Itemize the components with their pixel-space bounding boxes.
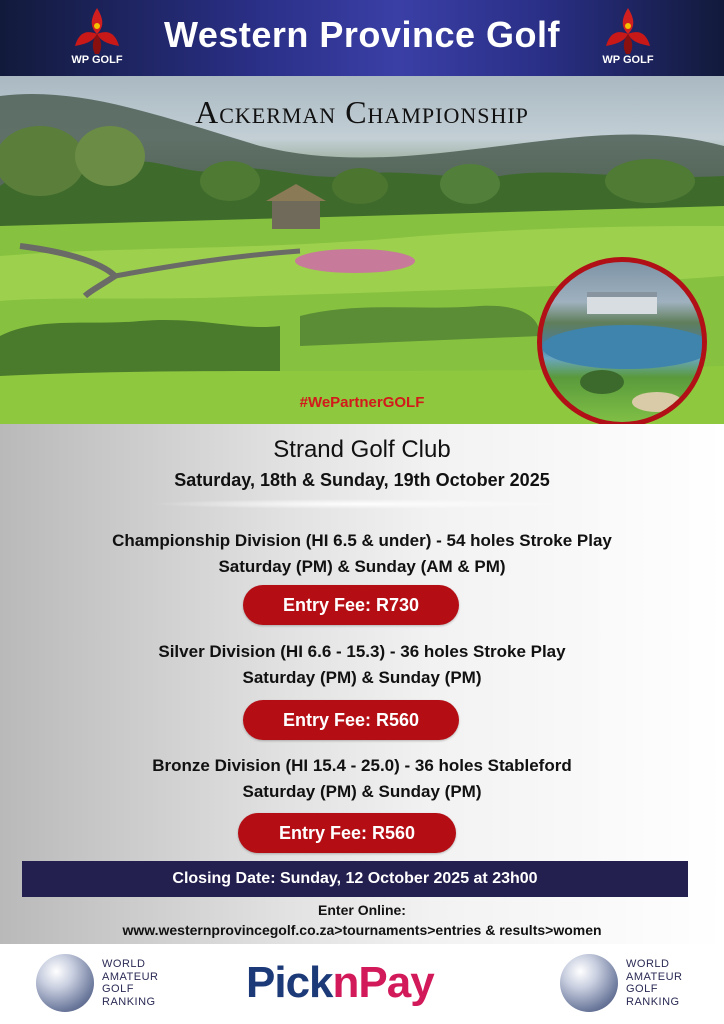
- golf-ball-icon: [36, 954, 94, 1012]
- event-dates: Saturday, 18th & Sunday, 19th October 2025: [174, 470, 550, 490]
- pnp-pay-text: Pay: [358, 958, 434, 1007]
- division-name: Silver Division (HI 6.6 - 15.3) - 36 holes Stroke Play: [158, 642, 566, 661]
- golf-ball-icon: [560, 954, 618, 1012]
- closing-date-bar: Closing Date: Sunday, 12 October 2025 at 23h00: [22, 861, 688, 897]
- wp-golf-logo-right: [596, 4, 660, 74]
- event-title: Ackerman Championship: [195, 94, 529, 130]
- pnp-pick-text: Pick: [246, 958, 333, 1007]
- entry-fee-bronze: Entry Fee: R560: [238, 813, 456, 853]
- wp-golf-logo-text: WP GOLF: [71, 54, 123, 66]
- header-banner: [0, 0, 724, 76]
- division-name: Championship Division (HI 6.5 & under) - 54 holes Stroke Play: [112, 531, 612, 550]
- wagr-wordmark: WORLD AMATEUR GOLF RANKING: [626, 958, 683, 1008]
- protea-flower-icon: [602, 4, 654, 56]
- event-info-panel: [0, 424, 724, 944]
- hashtag-label: #WePartnerGOLF: [299, 394, 425, 411]
- division-schedule: Saturday (PM) & Sunday (AM & PM): [218, 557, 506, 576]
- page-title: Western Province Golf: [164, 14, 560, 55]
- division-silver: [0, 639, 724, 691]
- pick-n-pay-logo: [246, 958, 478, 1010]
- wp-golf-logo-text: WP GOLF: [602, 54, 654, 66]
- division-schedule: Saturday (PM) & Sunday (PM): [242, 668, 482, 687]
- pnp-n-text: n: [332, 958, 359, 1007]
- division-championship: [0, 528, 724, 580]
- venue-name: Strand Golf Club: [273, 436, 451, 463]
- division-schedule: Saturday (PM) & Sunday (PM): [242, 782, 482, 801]
- entry-fee-championship: Entry Fee: R730: [243, 585, 459, 625]
- sponsor-footer: [0, 944, 724, 1024]
- enter-online-label: Enter Online:: [318, 902, 406, 918]
- division-bronze: [0, 753, 724, 805]
- divider: [150, 499, 570, 509]
- division-name: Bronze Division (HI 15.4 - 25.0) - 36 holes Stableford: [152, 756, 572, 775]
- entry-fee-silver: Entry Fee: R560: [243, 700, 459, 740]
- golf-course-photo: [0, 76, 724, 424]
- wagr-wordmark: WORLD AMATEUR GOLF RANKING: [102, 958, 159, 1008]
- entry-url[interactable]: www.westernprovincegolf.co.za>tournaments>entries & results>women: [122, 922, 602, 938]
